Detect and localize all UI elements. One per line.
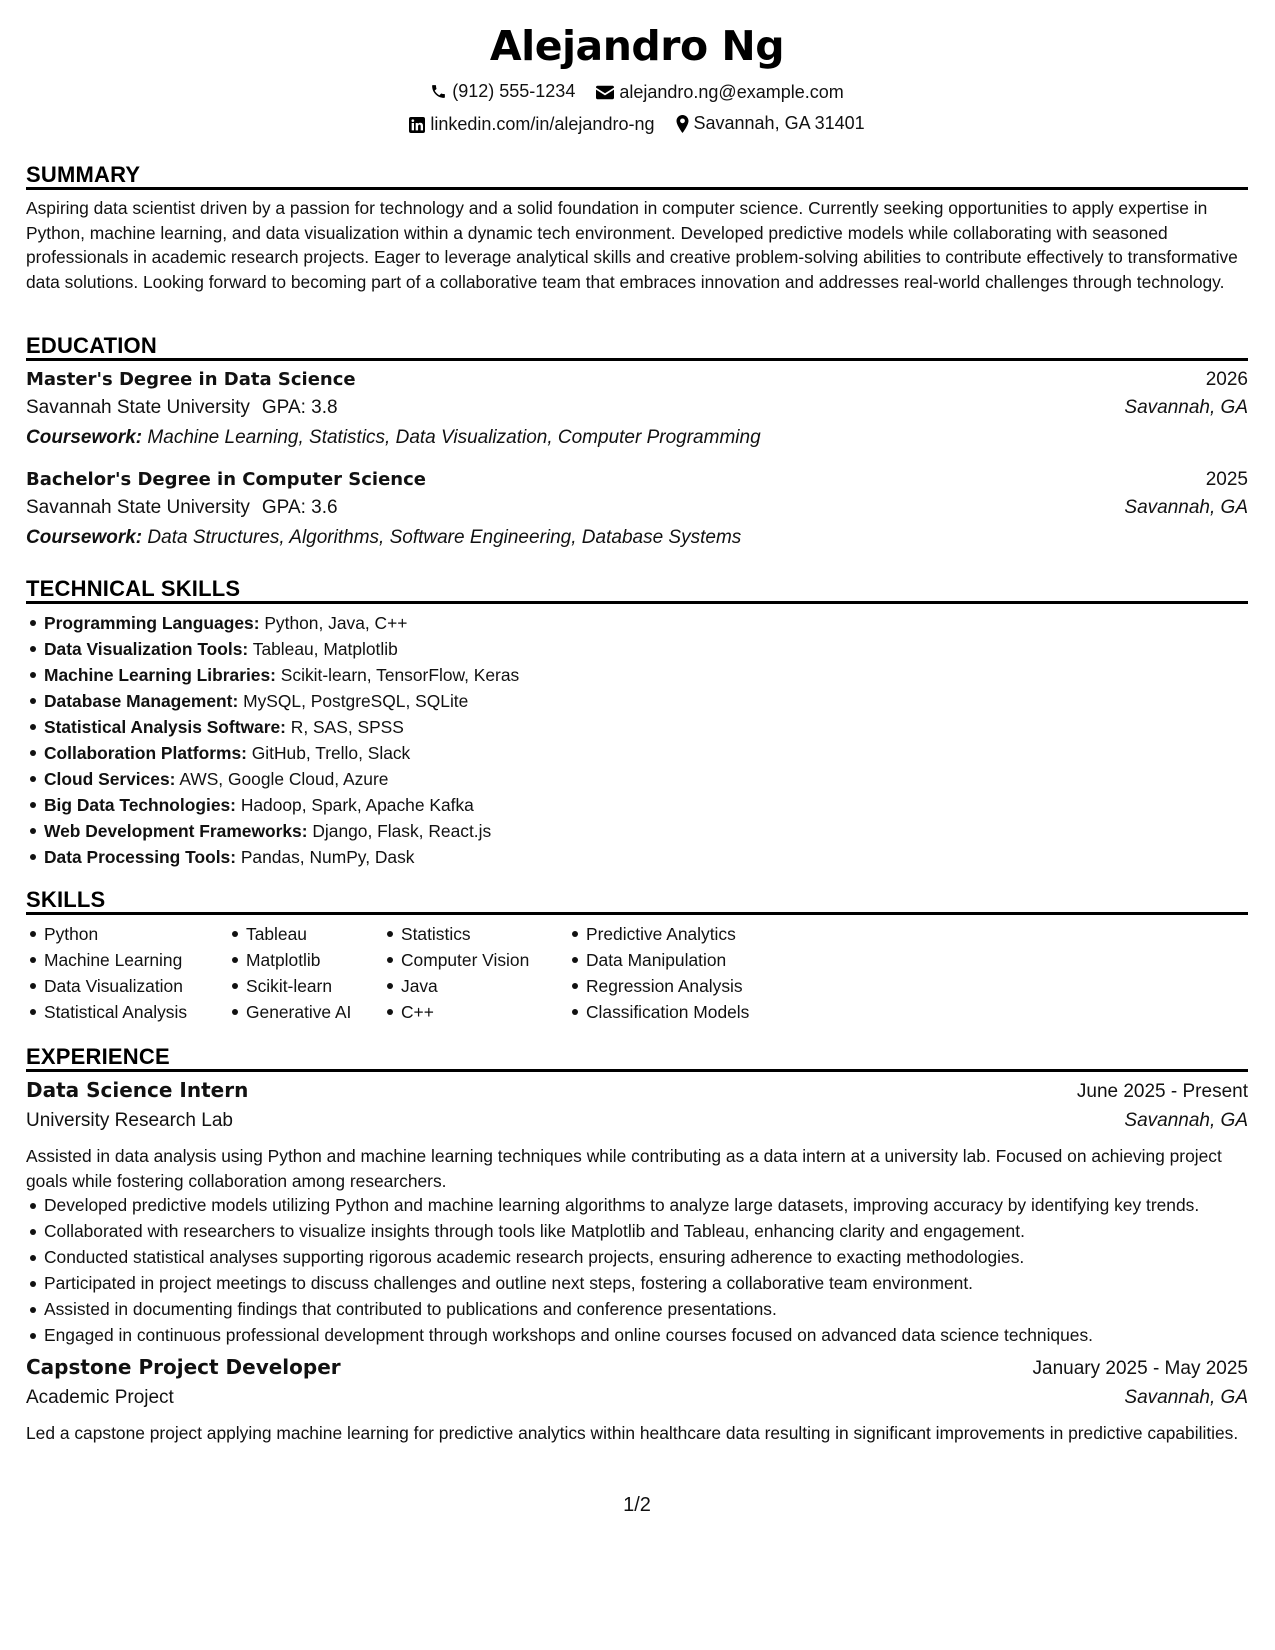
- section-title: TECHNICAL SKILLS: [26, 574, 1248, 604]
- list-item: Statistical Analysis Software: R, SAS, SPSS: [26, 714, 1248, 740]
- page-number: 1/2: [623, 1494, 651, 1516]
- technical-skills-section: [26, 574, 1248, 870]
- candidate-name: Alejandro Ng: [489, 22, 785, 70]
- list-item: Engaged in continuous professional development through workshops and online courses focused on advanced data science techniques.: [26, 1323, 1248, 1347]
- contact-row-secondary: [26, 113, 1248, 138]
- list-item: Predictive Analytics: [568, 921, 828, 947]
- envelope-icon: [596, 85, 614, 100]
- coursework-label: Coursework:: [26, 527, 143, 548]
- experience-entry: [26, 1078, 1248, 1347]
- list-item: Collaboration Platforms: GitHub, Trello, Slack: [26, 740, 1248, 766]
- list-item: Data Visualization: [26, 973, 228, 999]
- job-title: Capstone Project Developer: [26, 1355, 341, 1380]
- school-location: Savannah, GA: [1124, 497, 1248, 518]
- job-location: Savannah, GA: [1124, 1387, 1248, 1409]
- linkedin-icon: [409, 117, 425, 133]
- summary-section: [26, 160, 1248, 294]
- gpa: GPA: 3.6: [261, 497, 338, 518]
- graduation-year: 2026: [1205, 369, 1248, 390]
- degree-title: Master's Degree in Data Science: [26, 369, 356, 390]
- location-text: Savannah, GA 31401: [693, 113, 865, 133]
- job-dates: January 2025 - May 2025: [1032, 1358, 1248, 1380]
- list-item: Generative AI: [228, 999, 383, 1025]
- list-item: Statistical Analysis: [26, 999, 228, 1025]
- list-item: Cloud Services: AWS, Google Cloud, Azure: [26, 766, 1248, 792]
- list-item: Programming Languages: Python, Java, C++: [26, 610, 1248, 636]
- list-item: Matplotlib: [228, 947, 383, 973]
- email-text: alejandro.ng@example.com: [619, 82, 844, 102]
- job-dates: June 2025 - Present: [1076, 1081, 1248, 1102]
- coursework-label: Coursework:: [26, 427, 143, 448]
- linkedin-text: linkedin.com/in/alejandro-ng: [430, 114, 655, 134]
- school-name: Savannah State University: [26, 397, 250, 418]
- list-item: Database Management: MySQL, PostgreSQL, SQLite: [26, 688, 1248, 714]
- location-contact: [676, 113, 865, 134]
- list-item: Statistics: [383, 921, 568, 947]
- list-item: Java: [383, 973, 568, 999]
- resume-page: [26, 0, 1248, 1650]
- list-item: Computer Vision: [383, 947, 568, 973]
- organization: University Research Lab: [26, 1110, 233, 1131]
- section-title: EXPERIENCE: [26, 1042, 1248, 1072]
- school-line: [26, 397, 338, 419]
- coursework-list: Data Structures, Algorithms, Software Engineering, Database Systems: [147, 527, 742, 548]
- list-item: Participated in project meetings to discuss challenges and outline next steps, fostering a collaborative team environment.: [26, 1271, 1248, 1295]
- skills-column: [26, 921, 228, 1025]
- skills-section: [26, 885, 1248, 1025]
- education-entry: [26, 469, 1248, 557]
- list-item: Data Processing Tools: Pandas, NumPy, Dask: [26, 844, 1248, 870]
- linkedin-contact[interactable]: [409, 114, 654, 135]
- map-pin-icon: [676, 115, 689, 133]
- job-description: Assisted in data analysis using Python and machine learning techniques while contributing as a data intern at a university lab. Focused on achieving project goals while fostering collaboration among researchers.: [26, 1146, 1222, 1191]
- organization: Academic Project: [26, 1387, 174, 1409]
- list-item: Big Data Technologies: Hadoop, Spark, Apache Kafka: [26, 792, 1248, 818]
- list-item: Machine Learning Libraries: Scikit-learn, TensorFlow, Keras: [26, 662, 1248, 688]
- job-location: Savannah, GA: [1124, 1110, 1248, 1131]
- phone-icon: [430, 83, 447, 100]
- gpa: GPA: 3.8: [261, 397, 338, 418]
- job-description: Led a capstone project applying machine learning for predictive analytics within healthcare data resulting in significant improvements in predictive capabilities.: [26, 1423, 1239, 1444]
- list-item: Developed predictive models utilizing Python and machine learning algorithms to analyze large datasets, improving accuracy by identifying key trends.: [26, 1193, 1248, 1217]
- list-item: Web Development Frameworks: Django, Flask, React.js: [26, 818, 1248, 844]
- list-item: Machine Learning: [26, 947, 228, 973]
- phone-text: (912) 555-1234: [452, 81, 576, 101]
- list-item: C++: [383, 999, 568, 1025]
- list-item: Python: [26, 921, 228, 947]
- list-item: Scikit-learn: [228, 973, 383, 999]
- school-line: [26, 497, 338, 519]
- degree-title: Bachelor's Degree in Computer Science: [26, 469, 426, 490]
- list-item: Data Visualization Tools: Tableau, Matplotlib: [26, 636, 1248, 662]
- job-title: Data Science Intern: [26, 1078, 249, 1102]
- experience-section: [26, 1042, 1248, 1446]
- list-item: Classification Models: [568, 999, 828, 1025]
- school-location: Savannah, GA: [1124, 397, 1248, 418]
- contact-row-primary: [26, 81, 1248, 105]
- list-item: Assisted in documenting findings that contributed to publications and conference presentations.: [26, 1297, 1248, 1321]
- experience-entry: [26, 1355, 1248, 1446]
- coursework: [26, 527, 1248, 557]
- section-title: SUMMARY: [26, 160, 1248, 190]
- list-item: Data Manipulation: [568, 947, 828, 973]
- section-title: EDUCATION: [26, 331, 1248, 361]
- email-contact[interactable]: [596, 82, 843, 103]
- skills-column: [383, 921, 568, 1025]
- list-item: Collaborated with researchers to visualize insights through tools like Matplotlib and Tableau, enhancing clarity and engagement.: [26, 1219, 1248, 1243]
- list-item: Tableau: [228, 921, 383, 947]
- list-item: Conducted statistical analyses supporting rigorous academic research projects, ensuring adherence to exacting methodologies.: [26, 1245, 1248, 1269]
- school-name: Savannah State University: [26, 497, 250, 518]
- education-entry: [26, 369, 1248, 457]
- graduation-year: 2025: [1205, 469, 1248, 490]
- phone-contact[interactable]: [430, 81, 575, 102]
- coursework: [26, 427, 1248, 457]
- coursework-list: Machine Learning, Statistics, Data Visualization, Computer Programming: [147, 427, 761, 448]
- skills-column: [228, 921, 383, 1025]
- summary-text: Aspiring data scientist driven by a passion for technology and a solid foundation in computer science. Currently seeking opportunities to apply expertise in Python, machine learning, and data visualization within a dynamic tech environment. Developed predictive models while collaborating with seasoned professionals in academic research projects. Eager to leverage analytical skills and creative problem-solving abilities to contribute effectively to transformative data solutions. Looking forward to becoming part of a collaborative team that embraces innovation and addresses real-world challenges through technology.: [26, 198, 1238, 292]
- job-bullets: [26, 1193, 1248, 1347]
- list-item: Regression Analysis: [568, 973, 828, 999]
- skills-column: [568, 921, 828, 1025]
- education-section: [26, 331, 1248, 557]
- section-title: SKILLS: [26, 885, 1248, 915]
- technical-skills-list: [26, 610, 1248, 870]
- skills-grid: [26, 921, 1248, 1025]
